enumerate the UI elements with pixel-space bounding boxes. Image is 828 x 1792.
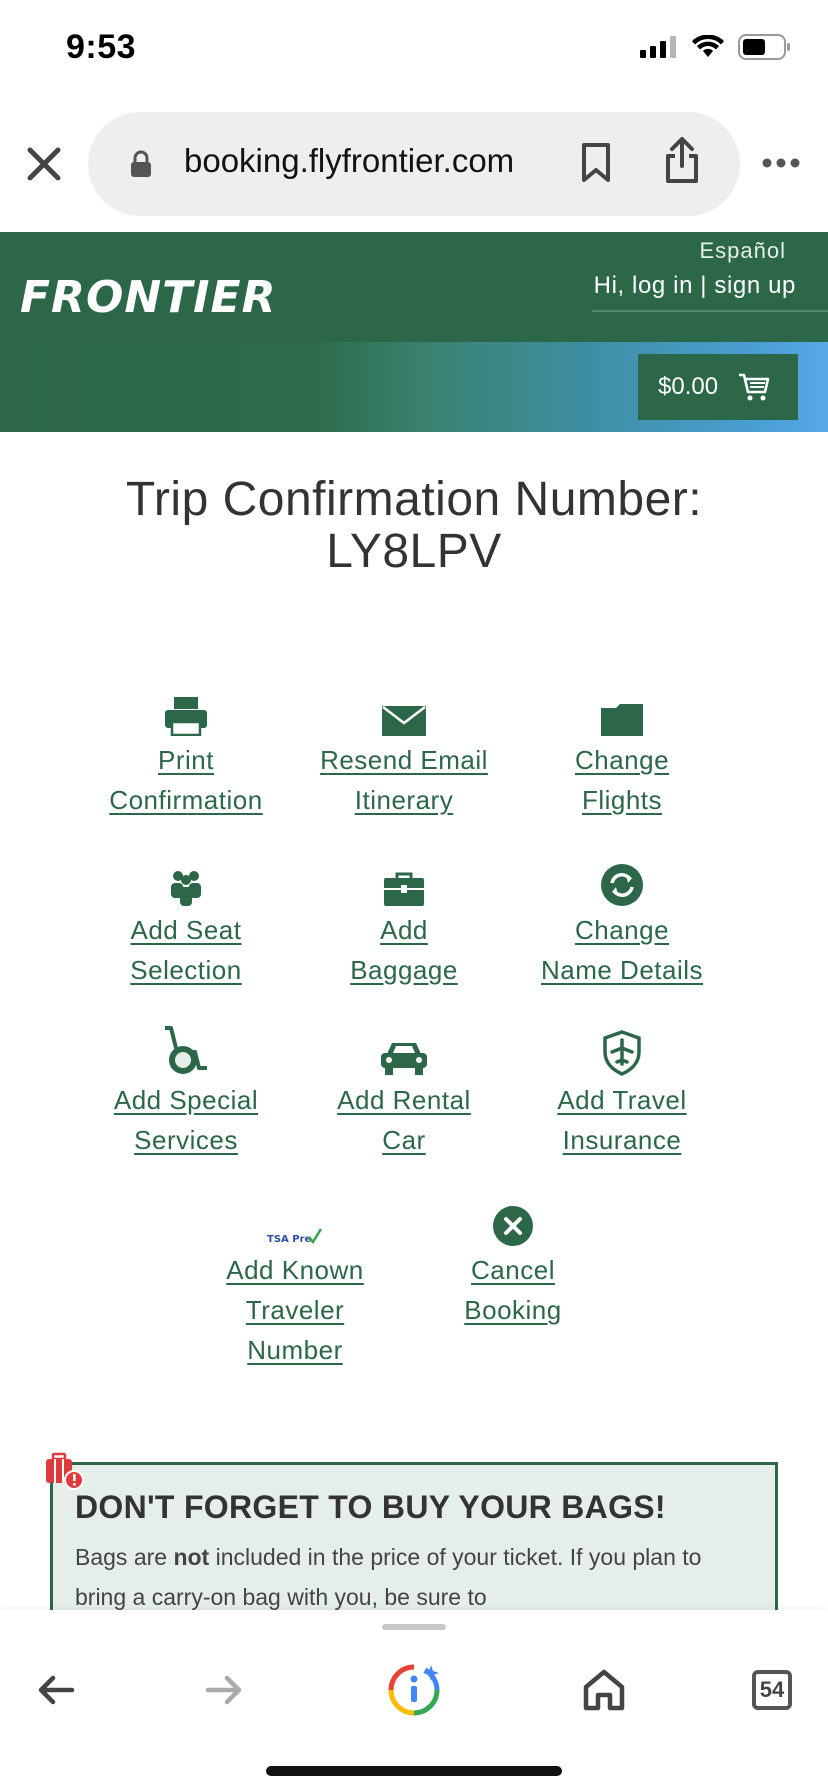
action-label: Flights — [581, 785, 663, 815]
action-label: Change — [574, 915, 670, 945]
confirmation-title-label: Trip Confirmation Number: — [125, 473, 703, 526]
google-lens-button[interactable] — [384, 1660, 444, 1720]
forward-button[interactable] — [194, 1660, 254, 1720]
action-label: Confirmation — [109, 785, 263, 815]
confirmation-number: LY8LPV — [326, 525, 502, 578]
add-rental-car-link[interactable] — [304, 1030, 504, 1160]
refresh-icon — [601, 864, 643, 906]
shield-plane-icon — [602, 1030, 642, 1076]
resend-email-itinerary-link[interactable] — [304, 690, 504, 820]
add-special-services-link[interactable] — [86, 1030, 286, 1160]
wheelchair-icon — [161, 1026, 211, 1076]
change-flights-link[interactable] — [522, 690, 722, 820]
shopping-cart-icon — [738, 372, 770, 402]
action-label: Add Known — [226, 1255, 364, 1285]
arrow-left-icon — [36, 1674, 76, 1706]
browser-bar — [0, 100, 828, 232]
action-label: Baggage — [350, 955, 458, 985]
add-known-traveler-number-link[interactable] — [195, 1200, 395, 1370]
action-label: Selection — [130, 955, 242, 985]
action-label: Resend Email — [320, 745, 488, 775]
car-icon — [379, 1040, 429, 1076]
drag-handle[interactable] — [382, 1624, 446, 1630]
add-baggage-link[interactable] — [304, 860, 504, 990]
confirmation-title — [0, 474, 828, 578]
briefcase-icon — [384, 872, 424, 906]
status-icons — [640, 34, 792, 60]
bookmark-icon[interactable] — [580, 142, 612, 184]
cancel-icon — [493, 1206, 533, 1246]
add-seat-selection-link[interactable] — [86, 860, 286, 990]
close-icon[interactable] — [22, 142, 66, 186]
print-confirmation-link[interactable] — [86, 690, 286, 820]
back-button[interactable] — [26, 1660, 86, 1720]
action-label: Itinerary — [354, 785, 454, 815]
cart-button[interactable] — [638, 354, 798, 420]
action-label: Print — [158, 745, 214, 775]
login-signup-link[interactable]: Hi, log in | sign up — [593, 272, 796, 299]
url-text: booking.flyfrontier.com — [184, 142, 515, 179]
bags-notice-text: Bags are not included in the price of your ticket. If you plan to bring a carry-on bag with you, be sure to — [75, 1544, 702, 1610]
luggage-alert-icon — [44, 1452, 84, 1490]
action-label: Services — [134, 1125, 238, 1155]
action-label: Car — [382, 1125, 426, 1155]
action-label: Cancel — [471, 1255, 555, 1285]
lock-icon — [130, 150, 152, 178]
status-time: 9:53 — [66, 28, 137, 66]
language-link[interactable]: Español — [699, 238, 786, 263]
action-label: Add Special — [113, 1085, 259, 1115]
tabs-button[interactable] — [742, 1660, 802, 1720]
action-label: Add Travel — [557, 1085, 687, 1115]
cancel-booking-link[interactable] — [413, 1200, 613, 1330]
add-travel-insurance-link[interactable] — [522, 1030, 722, 1160]
status-bar — [0, 0, 828, 100]
action-label: Name Details — [540, 955, 704, 985]
action-label: Insurance — [562, 1125, 682, 1155]
folder-icon — [601, 704, 643, 736]
sub-header — [0, 342, 828, 432]
arrow-right-icon — [204, 1674, 244, 1706]
header-divider — [592, 310, 828, 312]
home-indicator — [266, 1766, 562, 1776]
more-options-icon[interactable] — [762, 158, 800, 168]
site-header — [0, 232, 828, 342]
home-button[interactable] — [574, 1660, 634, 1720]
home-icon — [582, 1669, 626, 1711]
address-bar[interactable] — [88, 112, 740, 216]
people-icon — [169, 870, 203, 906]
battery-icon — [738, 34, 792, 60]
action-label: Traveler — [245, 1295, 345, 1325]
share-icon[interactable] — [664, 136, 700, 184]
browser-bottom-toolbar — [0, 1610, 828, 1792]
envelope-icon — [382, 706, 426, 736]
action-label: Booking — [464, 1295, 562, 1325]
tsa-precheck-icon — [267, 1226, 323, 1246]
action-label: Add Seat — [130, 915, 242, 945]
svg-text:TSA Pre: TSA Pre — [267, 1234, 312, 1245]
tabs-count: 54 — [752, 1670, 792, 1710]
action-label: Add — [380, 915, 428, 945]
change-name-details-link[interactable] — [522, 860, 722, 990]
frontier-logo[interactable]: FRONTIER — [20, 272, 277, 323]
cellular-signal-icon — [640, 36, 678, 58]
action-label: Add Rental — [337, 1085, 471, 1115]
cart-total: $0.00 — [658, 373, 719, 400]
action-label: Number — [247, 1335, 343, 1365]
bags-notice-title: DON'T FORGET TO BUY YOUR BAGS! — [75, 1489, 666, 1525]
google-info-icon — [387, 1663, 441, 1717]
action-label: Change — [574, 745, 670, 775]
printer-icon — [164, 696, 208, 736]
wifi-icon — [692, 35, 724, 59]
